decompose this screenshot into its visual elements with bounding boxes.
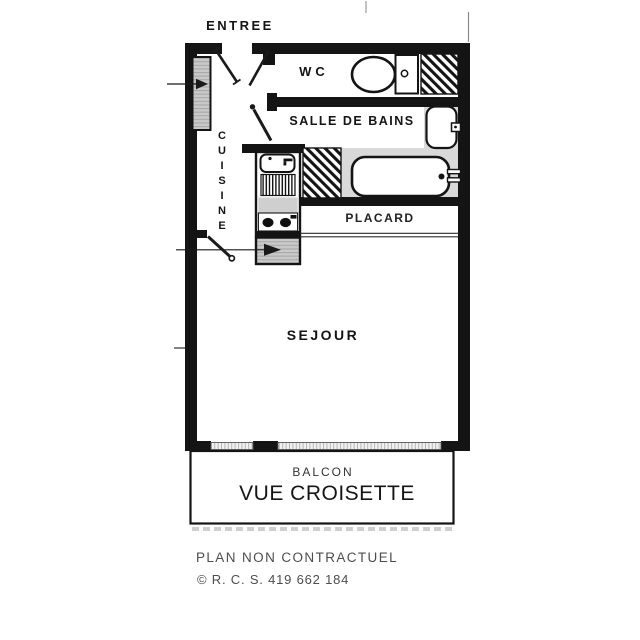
label-cuisine: CUISINE [216,130,228,235]
entry-closet-icon [193,57,211,130]
kitchen-door-swing-icon [208,237,234,261]
wall-right [458,43,470,451]
wall-wc-bottom [267,97,458,107]
wall-bottom-seg1 [185,441,211,451]
label-salle-de-bains: SALLE DE BAINS [289,114,415,128]
wc-cistern-button [401,70,407,76]
wall-top-right [252,43,470,54]
wall-bottom-seg3 [441,441,470,451]
footer-registration: © R. C. S. 419 662 184 [197,572,350,587]
drainboard-icon [261,175,295,196]
label-vue-croisette: VUE CROISETTE [239,482,415,505]
label-sejour: SEJOUR [286,327,360,343]
wall-bottom-seg2 [253,441,278,451]
label-balcon: BALCON [292,465,354,479]
label-wc: WC [299,64,329,79]
kitchen-sink-icon [261,155,295,173]
walls [185,43,470,451]
placard-front [300,233,458,237]
label-placard: PLACARD [345,211,415,225]
label-entree: ENTREE [206,18,274,33]
counter-icon [258,198,297,214]
bathtub-icon [352,157,461,196]
window-strip-right [278,443,441,450]
duct-hatch-wc-icon [421,54,458,94]
footer-disclaimer: PLAN NON CONTRACTUEL [196,550,399,565]
window-strip-left [211,443,253,450]
duct-hatch-kitchen-icon [303,148,341,198]
kitchen-unit-icon [256,152,300,238]
scan-artifacts [366,1,469,42]
window-wall [211,443,441,450]
wall-cuisine-stub [185,230,207,238]
stove-icon [258,213,297,231]
toilet-icon [352,55,418,94]
